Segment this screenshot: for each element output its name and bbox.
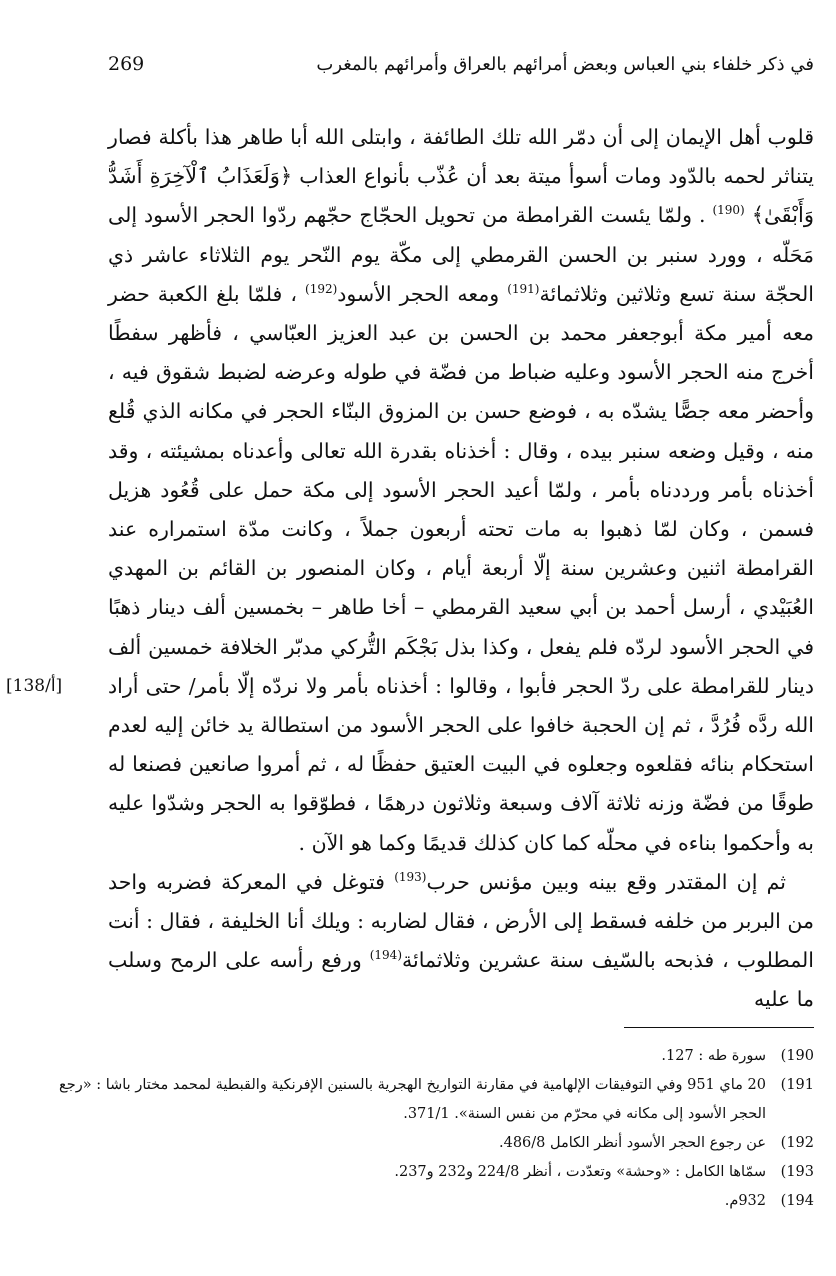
footnote-191 <box>40 1071 814 1129</box>
text-run: . ولمّا يئست القرامطة من تحويل الحجّاج حجّهم ردّوا الحجر الأسود إلى مَحَلّه ، وورد سنبر بن الحسن القرمطي إلى مكّة يوم النّحر يوم الثلاثاء عاشر ذي الحجّة سنة تسع وثلاثين وثلاثمائة <box>108 203 814 306</box>
footnote-number: (190 <box>780 1048 814 1064</box>
footnote-number: (194 <box>780 1193 814 1209</box>
footnote-194 <box>40 1187 814 1216</box>
footnotes <box>40 1042 814 1216</box>
footnote-text: 20 ماي 951 وفي التوفيقات الإلهامية في مقارنة التواريخ الهجرية بالسنين الإفرنكية والقبطية لمحمد مختار باشا : «رجع الحجر الأسود إلى مكانه في محرّم من نفس السنة». 371/1. <box>59 1077 766 1122</box>
footnote-ref-190[interactable]: (190) <box>712 203 745 218</box>
text-run: ، فلمّا بلغ الكعبة حضر معه أمير مكة أبوجعفر محمد بن الحسن بن عبد العزيز العبّاسي ، فأظهر سفطًا أخرج منه الحجر الأسود وعليه ضباط من فضّة في طوله وعرضه لضبط شقوق فيه ، وأحضر معه جصًّا يشدّه به ، فوضع حسن بن المزوق البنّاء الحجر في مكانه الذي قُلع منه ، وقيل وضعه سنبر بيده ، وقال : أخذناه بقدرة الله تعالى وأعدناه بمشيئته ، وقد أخذناه بأمر ورددناه بأمر ، ولمّا أعيد الحجر الأسود إلى مكة حمل على قُعُود هزيل فسمن ، وكان لمّا ذهبوا به مات تحته أربعون جملاً ، وكانت مدّة استمراره عند القرامطة اثنين وعشرين سنة إلّا أربعة أيام ، وكان المنصور بن القائم بن المهدي العُبَيْدي ، أرسل أحمد بن أبي سعيد القرمطي – أخا طاهر – بخمسين ألف دينار ذهبًا في الحجر الأسود لردّه فلم يفعل ، وكذا بذل بَجْكَم التُّركي مدبّر الخلافة خمسين ألف دينار للقرامطة على ردّ الحجر فأبوا ، وقالوا : أخذناه بأمر ولا نردّه إلّا بأمر/ حتى أراد الله ردَّه فُرُدَّ ، ثم إن الحجبة خافوا على الحجر الأسود من استطالة يد خائن إليه لعدم استحكام بنائه فقلعوه وجعلوه في البيت العتيق حفظًا له ، ثم أمروا صانعين فصنعا له طوقًا من فضّة وزنه ثلاثة آلاف وسبعة وثلاثون درهمًا ، فطوّقوا به الحجر وشدّوا عليه به وأحكموا بناءه في محلّه كما كان كذلك قديمًا وكما هو الآن . <box>108 281 814 855</box>
text-run: قلوب أهل الإيمان إلى أن دمّر الله تلك الطائفة ، وابتلى الله أبا طاهر هذا بأكلة فصار يتناثر لحمه بالدّود ومات أسوأ ميتة بعد أن عُذّب بأنواع العذاب <box>108 125 814 189</box>
footnote-ref-191[interactable]: (191) <box>507 281 540 296</box>
footnote-separator <box>624 1027 814 1028</box>
margin-folio-reference: [138/أ] <box>6 676 63 696</box>
paragraph-2 <box>108 863 814 1020</box>
running-head <box>108 44 814 84</box>
paragraph-1 <box>108 118 814 863</box>
footnote-ref-192[interactable]: (192) <box>305 281 338 296</box>
footnote-text: سورة طه : 127. <box>661 1048 766 1064</box>
footnote-number: (193 <box>780 1164 814 1180</box>
main-text <box>108 118 814 1020</box>
footnote-text: عن رجوع الحجر الأسود أنظر الكامل 486/8. <box>498 1135 766 1151</box>
text-run: ومعه الحجر الأسود <box>337 281 500 306</box>
text-run: ورفع رأسه على الرمح وسلب ما عليه <box>108 948 814 1012</box>
footnote-ref-194[interactable]: (194) <box>369 948 403 963</box>
text-run: فتوغل في المعركة فضربه واحد من البربر من خلفه فسقط إلى الأرض ، فقال لضاربه : ويلك أنا الخليفة ، فقال : أنت المطلوب ، فذبحه بالسّيف سنة عشرين وثلاثمائة <box>108 869 814 973</box>
footnote-ref-193[interactable]: (193) <box>394 870 427 885</box>
footnote-number: (191 <box>780 1077 814 1093</box>
footnote-text: 932م. <box>724 1193 766 1209</box>
footnote-192 <box>40 1129 814 1158</box>
footnote-number: (192 <box>780 1135 814 1151</box>
footnote-193 <box>40 1158 814 1187</box>
footnote-text: سمّاها الكامل : «وحشة» وتعدّدت ، أنظر 224/8 و232 و237. <box>394 1164 766 1180</box>
running-title: في ذكر خلفاء بني العباس وبعض أمرائهم بالعراق وأمرائهم بالمغرب <box>316 53 814 75</box>
page-number: 269 <box>108 53 145 75</box>
text-run: ثم إن المقتدر وقع بينه وبين مؤنس حرب <box>426 869 786 894</box>
footnote-190 <box>40 1042 814 1071</box>
quran-verse: ﴿وَلَعَذَابُ ٱلْآخِرَةِ أَشَدُّ وَأَبْقَىٰ﴾ <box>108 164 814 228</box>
